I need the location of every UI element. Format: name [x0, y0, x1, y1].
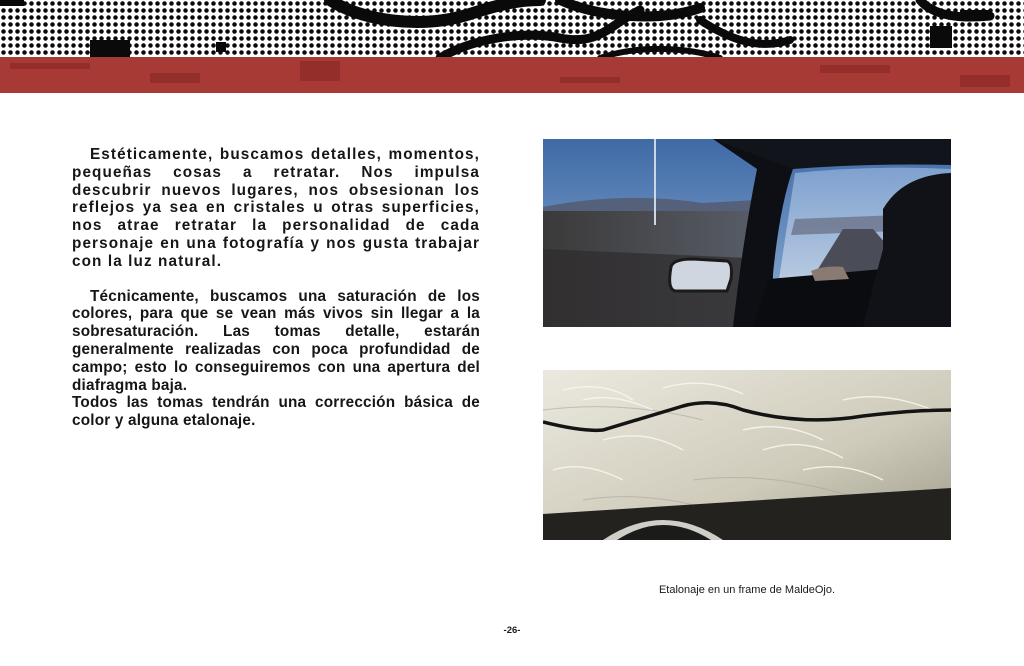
red-band-texture — [0, 57, 1024, 93]
body-text — [72, 146, 480, 430]
paragraph-aesthetics: Estéticamente, buscamos detalles, momentos, pequeñas cosas a retratar. Nos impulsa descubrir nuevos lugares, nos obsesionan los reflejos ya sea en cristales u otras superficies, nos atrae retratar la personalidad de cada personaje en una fotografía y nos gusta trabajar con la luz natural. — [72, 146, 480, 270]
halftone-illustration — [0, 0, 1024, 58]
figure-caption: Etalonaje en un frame de MaldeOjo. — [658, 584, 836, 596]
paragraph-technique: Técnicamente, buscamos una saturación de los colores, para que se vean más vivos sin llegar a la sobresaturación. Las tomas detalle, estarán generalmente realizadas con poca profundidad de campo; esto lo conseguiremos con una apertura del diafragma baja. — [72, 287, 480, 394]
photo-frosted-windshield — [543, 370, 951, 540]
paragraph-color-grading: Todos las tomas tendrán una corrección básica de color y alguna etalonaje. — [72, 394, 480, 430]
header-banner — [0, 0, 1024, 93]
photo-car-road — [543, 139, 951, 327]
page-number: -26- — [503, 625, 521, 636]
